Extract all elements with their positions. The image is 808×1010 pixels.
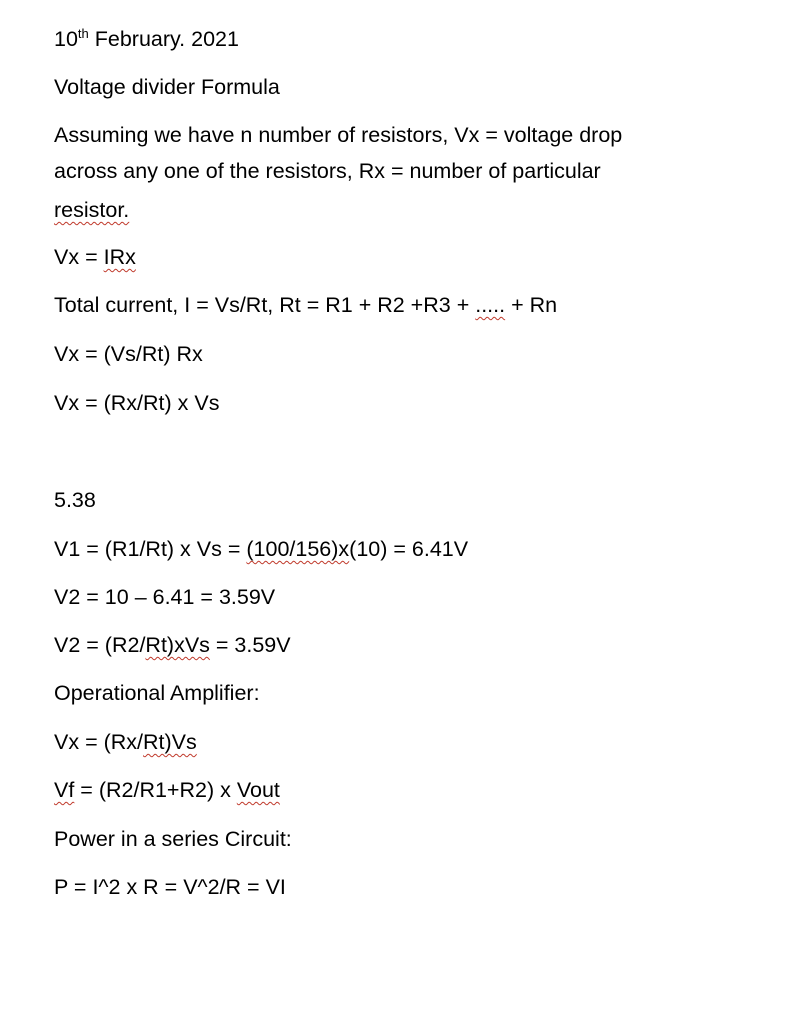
vx-vs-rt-line: Vx = (Vs/Rt) Rx — [54, 342, 203, 366]
spell-flag-vx: Rt)Vs — [143, 730, 197, 754]
vf-middle: = (R2/R1+R2) x — [74, 778, 237, 802]
v2-suffix: = 3.59V — [209, 633, 291, 657]
spell-flag-resistor: resistor. — [54, 198, 130, 222]
spell-flag-v2: Rt)xVs — [145, 633, 210, 657]
power-heading: Power in a series Circuit: — [54, 827, 292, 851]
power-formula: P = I^2 x R = V^2/R = VI — [54, 875, 286, 899]
vx-irx-line — [54, 244, 136, 270]
v1-prefix: V1 = (R1/Rt) x Vs = — [54, 537, 247, 561]
date-day: 10 — [54, 27, 78, 51]
total-current-prefix: Total current, I = Vs/Rt, Rt = R1 + R2 +R3 + — [54, 293, 476, 317]
spell-flag-dots: ..... — [475, 293, 506, 317]
vx-rx-rt-line: Vx = (Rx/Rt) x Vs — [54, 391, 220, 415]
assumption-line-3 — [54, 197, 129, 223]
v1-suffix: (10) = 6.41V — [349, 537, 469, 561]
spell-flag-vf: Vf — [54, 778, 75, 802]
assumption-line-2: across any one of the resistors, Rx = number of particular — [54, 159, 601, 183]
v2-line-2 — [54, 632, 291, 658]
v2-line-1: V2 = 10 – 6.41 = 3.59V — [54, 585, 276, 609]
problem-number: 5.38 — [54, 488, 96, 512]
v1-line — [54, 536, 468, 562]
date-rest: February. 2021 — [88, 27, 239, 51]
spell-flag-v1: (100/156)x — [246, 537, 350, 561]
heading-line: Voltage divider Formula — [54, 75, 280, 99]
date-line — [54, 26, 239, 52]
total-current-line — [54, 292, 557, 318]
vx-opamp-prefix: Vx = (Rx/ — [54, 730, 144, 754]
opamp-heading: Operational Amplifier: — [54, 681, 260, 705]
assumption-line-1: Assuming we have n number of resistors, Vx = voltage drop — [54, 123, 623, 147]
spell-flag-vout: Vout — [236, 778, 280, 802]
date-suffix: th — [77, 25, 89, 41]
vf-line — [54, 777, 280, 803]
vx-opamp-line — [54, 729, 197, 755]
v2-prefix: V2 = (R2/ — [54, 633, 146, 657]
spell-flag-irx: IRx — [103, 245, 136, 269]
vx-prefix: Vx = — [54, 245, 104, 269]
total-current-suffix: + Rn — [505, 293, 558, 317]
